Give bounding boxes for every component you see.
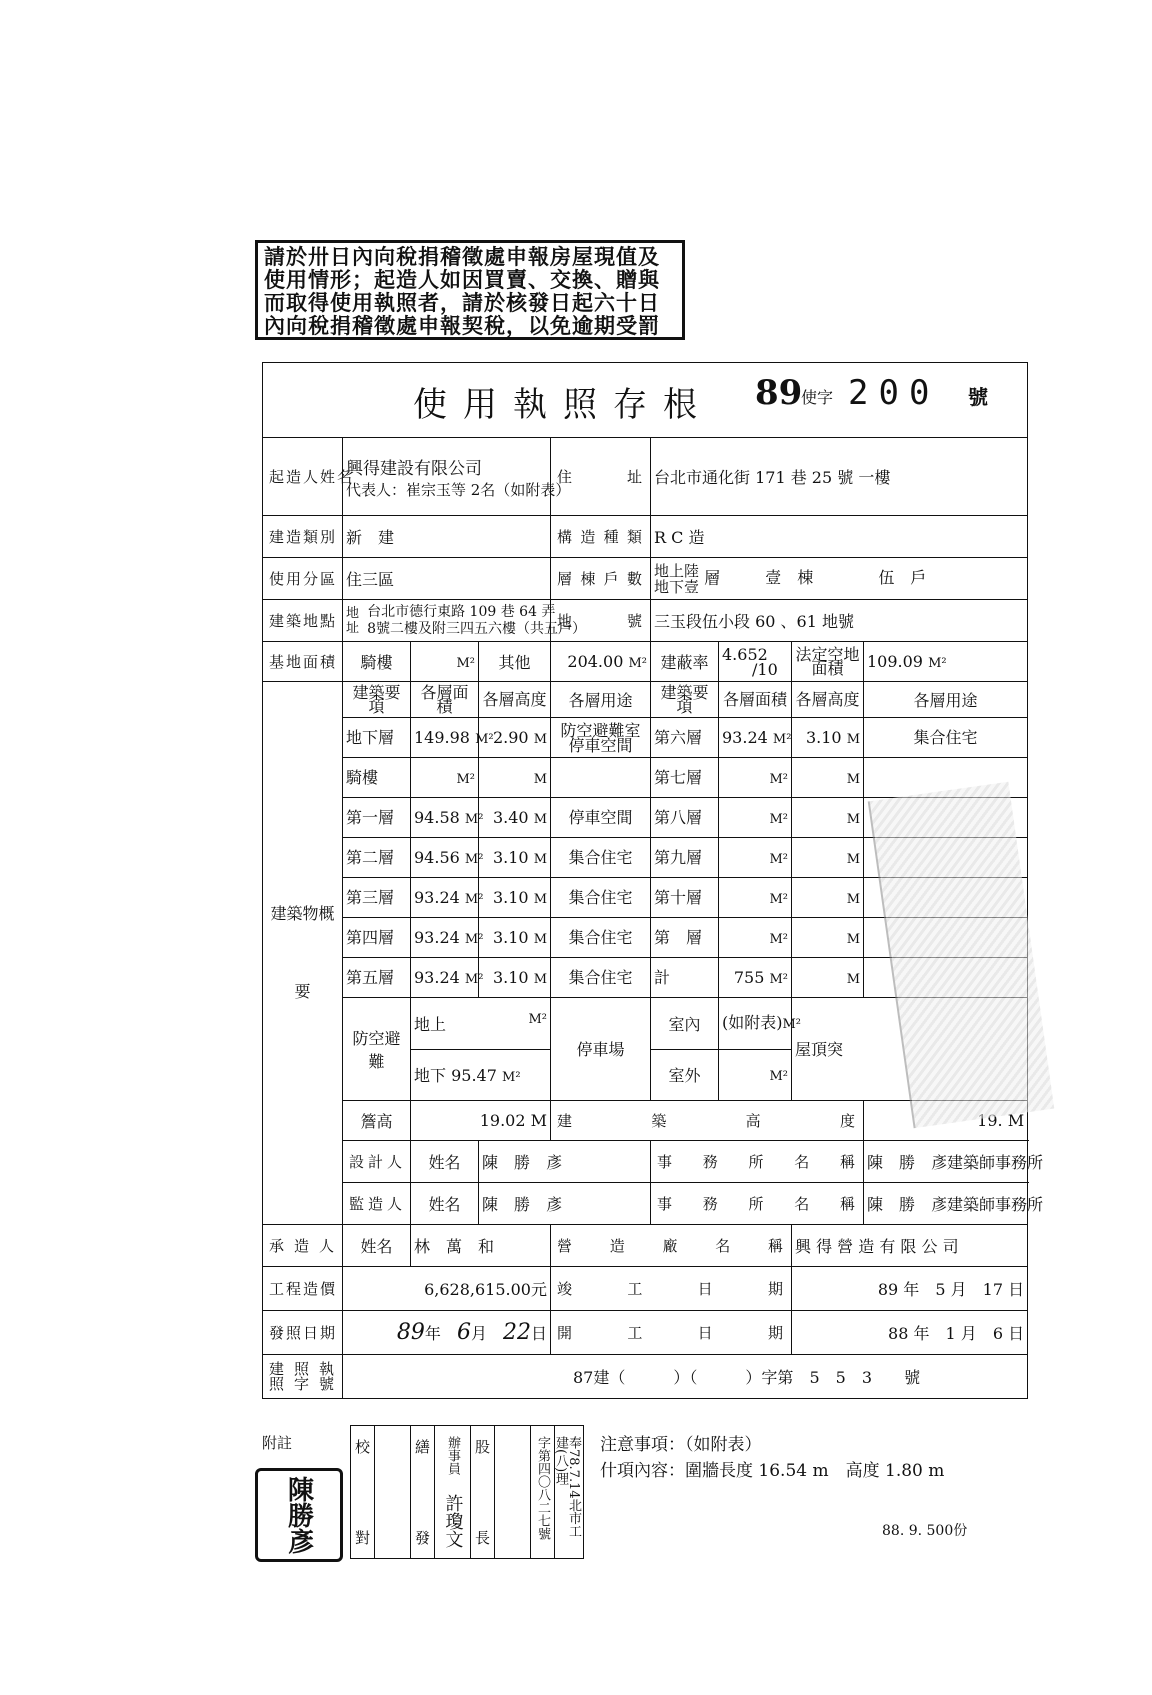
permit-prefix: 87建（ — [573, 1368, 626, 1387]
contractor-name-label: 姓名 — [343, 1225, 411, 1267]
tax-notice-box — [255, 240, 685, 340]
header-item-right: 建築要項 — [651, 682, 719, 718]
architect-seal: 陳勝彥 — [255, 1468, 343, 1562]
notes-block — [600, 1432, 944, 1484]
address-label: 住址 — [551, 438, 651, 516]
completion-day: 17 — [982, 1280, 1003, 1299]
completion-date — [792, 1267, 1028, 1311]
floor-area — [719, 918, 792, 958]
supervisor-label: 監造人 — [343, 1183, 411, 1225]
designer-name-label: 姓名 — [411, 1141, 479, 1183]
floors-ceng: 層 — [704, 568, 721, 587]
m2-unit: M² — [769, 932, 788, 947]
completion-year: 89 — [877, 1280, 899, 1299]
m-unit: M — [846, 772, 860, 787]
floor-area-value: 93.24 — [414, 968, 460, 987]
other-value — [551, 642, 651, 682]
open-space-label: 法定空地面積 — [792, 642, 864, 682]
floor-use: 防空避難室停車空間 — [551, 718, 651, 758]
owner-address: 台北市通化街 171 巷 25 號 一樓 — [651, 438, 1028, 516]
owner-company: 興得建設有限公司 — [346, 458, 482, 479]
notice-line: 內向稅捐稽徵處申報契稅，以免逾期受罰 — [264, 313, 660, 338]
m2-unit: M² — [464, 812, 484, 827]
day-char: 日 — [1008, 1324, 1025, 1343]
start-date — [792, 1311, 1028, 1355]
floor-height — [479, 958, 551, 998]
parking-outdoor-label: 室外 — [651, 1049, 719, 1101]
floor-name: 第七層 — [651, 758, 719, 798]
m-unit: M — [533, 932, 547, 947]
permit-year: 89 — [755, 373, 803, 413]
m2-unit: M² — [769, 812, 788, 827]
header-area-right: 各層面積 — [719, 682, 792, 718]
notice-line: 請於卅日內向稅捐稽徵處申報房屋現值及 — [264, 244, 660, 269]
shelter-below-value: 95.47 — [451, 1066, 497, 1086]
floor-height — [792, 958, 864, 998]
floor-name: 第一層 — [343, 798, 411, 838]
floor-name: 第六層 — [651, 718, 719, 758]
stamp-col — [531, 1426, 555, 1558]
lot-label: 地號 — [551, 600, 651, 642]
building-summary-label: 建築物概要 — [263, 682, 343, 1225]
floor-area-value: 93.24 — [414, 928, 460, 947]
shelter-label: 防空避難 — [343, 998, 411, 1101]
floor-area-value: 755 — [733, 968, 765, 987]
other-label: 其他 — [479, 642, 551, 682]
qilou-unit: M² — [456, 656, 475, 671]
stamp-text: 字第四〇八二七號 — [535, 1436, 550, 1540]
floor-name: 地下層 — [343, 718, 411, 758]
floor-height — [479, 798, 551, 838]
floor-use: 集合住宅 — [864, 718, 1028, 758]
build-type-label: 建造類別 — [263, 516, 343, 558]
m2-unit: M² — [772, 732, 792, 747]
parking-indoor-label: 室內 — [651, 998, 719, 1050]
open-space-unit: M² — [928, 656, 947, 671]
permit-zi: ）字第 — [745, 1368, 794, 1387]
permit-hao: 號 — [904, 1368, 921, 1387]
m2-unit: M² — [464, 852, 484, 867]
eave-height — [411, 1101, 551, 1141]
floor-height-value: 3.10 — [492, 928, 529, 947]
floor-name: 第九層 — [651, 838, 719, 878]
shelter-below-label: 地下 — [414, 1066, 447, 1086]
stamp-text: 發 — [414, 1529, 430, 1547]
issue-day: 22 — [502, 1320, 531, 1345]
parking-outdoor — [719, 1049, 792, 1101]
m-unit: M — [846, 972, 860, 987]
header-height-left: 各層高度 — [479, 682, 551, 718]
hu-count: 伍 戶 — [878, 568, 927, 587]
floor-use: 集合住宅 — [551, 918, 651, 958]
header-item-left: 建築要項 — [343, 682, 411, 718]
shelter-above-label: 地上 — [414, 1014, 447, 1034]
supervisor-name-label: 姓名 — [411, 1183, 479, 1225]
permit-digit: 5 — [809, 1368, 820, 1387]
m-unit: M — [846, 852, 860, 867]
stamp-text: 辦事員 — [445, 1436, 460, 1475]
contractor-office-label: 營造廠名稱 — [551, 1225, 792, 1267]
stamp-col — [495, 1426, 531, 1558]
stamp-text: 長 — [474, 1529, 490, 1547]
shelter-above — [411, 998, 551, 1050]
floor-height — [479, 758, 551, 798]
m-unit: M — [530, 1111, 547, 1130]
stamp-col — [471, 1426, 495, 1558]
m2-unit: M² — [769, 972, 788, 987]
building-height-value: 19. — [977, 1111, 1003, 1130]
floor-area — [719, 718, 792, 758]
floor-area-value: 93.24 — [414, 888, 460, 907]
stamp-col — [435, 1426, 471, 1558]
floor-name: 第八層 — [651, 798, 719, 838]
designer-office: 陳 勝 彥建築師事務所 — [864, 1141, 1028, 1183]
m-unit: M — [846, 932, 860, 947]
supervisor-name: 陳 勝 彥 — [479, 1183, 651, 1225]
site-addr-label: 地址 — [346, 605, 360, 636]
m2-unit: M² — [769, 892, 788, 907]
site-address — [343, 600, 587, 642]
floor-height — [479, 918, 551, 958]
stamp-text: 對 — [354, 1529, 370, 1547]
designer-name: 陳 勝 彥 — [479, 1141, 651, 1183]
floor-height-value: 3.40 — [492, 808, 529, 827]
floor-area — [719, 798, 792, 838]
floor-height — [792, 918, 864, 958]
m2-unit: M² — [769, 852, 788, 867]
site-addr-line1: 台北市德行東路 109 巷 64 弄 — [367, 603, 556, 620]
floor-area — [411, 958, 484, 998]
stamp-text: 股 — [474, 1438, 490, 1456]
qilou-label: 騎樓 — [343, 642, 411, 682]
contractor-label: 承造人 — [263, 1225, 343, 1267]
permit-no-label: 建照執照字號 — [263, 1355, 343, 1399]
floor-area — [411, 718, 494, 758]
floors-value — [651, 558, 1028, 600]
m-unit: M — [846, 892, 860, 907]
stamp-col — [555, 1426, 579, 1558]
floor-area-value: 149.98 — [414, 728, 470, 747]
m2-unit: M² — [782, 1016, 802, 1032]
print-info: 88. 9. 500份 — [882, 1523, 968, 1539]
eave-label: 簷高 — [343, 1101, 411, 1141]
floor-height-value: 3.10 — [492, 968, 529, 987]
header-area-left: 各層面積 — [411, 682, 479, 718]
floor-area — [411, 758, 479, 798]
m2-unit: M² — [464, 972, 484, 987]
header-use-right: 各層用途 — [864, 682, 1028, 718]
m-unit: M — [533, 892, 547, 907]
floor-area-value: 94.58 — [414, 808, 460, 827]
floor-height-value: 3.10 — [805, 728, 842, 747]
floor-height — [792, 798, 864, 838]
structure-label: 構造種類 — [551, 516, 651, 558]
cost-value: 6,628,615.00元 — [343, 1267, 551, 1311]
title-row — [263, 363, 1028, 438]
permit-number: 200 — [848, 373, 940, 413]
permit-mid: ）（ — [673, 1368, 698, 1387]
m2-unit: M² — [528, 1011, 547, 1027]
dong-count: 壹 棟 — [765, 568, 814, 587]
m2-unit: M² — [456, 772, 475, 787]
completion-label: 竣工日期 — [551, 1267, 792, 1311]
designer-label: 設計人 — [343, 1141, 411, 1183]
supervisor-office-label: 事務所名稱 — [651, 1183, 864, 1225]
floor-height — [792, 878, 864, 918]
m2-unit: M² — [475, 732, 494, 747]
month-char: 月 — [470, 1324, 487, 1343]
table-row — [263, 758, 1028, 798]
floor-area — [411, 838, 484, 878]
floors-label: 層棟戶數 — [551, 558, 651, 600]
coverage-num: 4.652 — [722, 644, 768, 664]
stamp-col — [411, 1426, 435, 1558]
owner-value — [343, 438, 571, 516]
m-unit: M — [846, 812, 860, 827]
floor-height — [792, 718, 864, 758]
floor-height — [479, 878, 551, 918]
floor-use: 集合住宅 — [551, 958, 651, 998]
issue-year: 89 — [396, 1320, 425, 1345]
m2-unit: M² — [769, 772, 788, 787]
m-unit: M — [846, 732, 860, 747]
contractor-office: 興 得 營 造 有 限 公 司 — [792, 1225, 1028, 1267]
parking-attached: (如附表) — [722, 1012, 783, 1032]
owner-label: 起造人姓名 — [263, 438, 343, 516]
m2-unit: M² — [769, 1069, 788, 1085]
floor-height — [792, 838, 864, 878]
contractor-name: 林 萬 和 — [411, 1225, 551, 1267]
floor-use — [551, 758, 651, 798]
start-year: 88 — [888, 1324, 909, 1343]
floor-name: 第四層 — [343, 918, 411, 958]
month-char: 月 — [950, 1280, 967, 1299]
m-unit: M — [533, 852, 547, 867]
page-title: 使用執照存根 — [413, 385, 713, 425]
notes-line-1: 注意事項：（如附表） — [600, 1435, 762, 1455]
floor-height — [479, 838, 551, 878]
floor-area — [411, 918, 484, 958]
m-unit: M — [533, 972, 547, 987]
start-day: 6 — [992, 1324, 1003, 1343]
floor-name: 騎樓 — [343, 758, 411, 798]
permit-digit: 5 — [835, 1368, 846, 1387]
site-addr-line2: 8號二樓及附三四五六樓（共五戶） — [367, 620, 587, 637]
floor-name: 第十層 — [651, 878, 719, 918]
permit-digit: 3 — [861, 1368, 873, 1387]
other-unit: M² — [628, 656, 647, 671]
m-unit: M — [533, 812, 547, 827]
notes-line-2: 什項內容：圍牆長度 16.54 m 高度 1.80 m — [600, 1461, 945, 1481]
land-area-label: 基地面積 — [263, 642, 343, 682]
notice-line: 而取得使用執照者，請於核發日起六十日 — [264, 290, 660, 315]
build-type-value: 新 建 — [343, 516, 551, 558]
open-space-value — [864, 642, 1028, 682]
issue-month: 6 — [456, 1320, 471, 1345]
building-height-label: 建築高度 — [551, 1101, 864, 1141]
floor-height-value: 3.10 — [492, 888, 529, 907]
floor-name: 第 層 — [651, 918, 719, 958]
floor-name: 第三層 — [343, 878, 411, 918]
parking-indoor — [719, 998, 802, 1050]
stamp-col — [351, 1426, 375, 1558]
floor-area — [411, 798, 484, 838]
table-row — [263, 718, 1028, 758]
permit-type: 使字 — [801, 388, 834, 407]
floor-name: 計 — [651, 958, 719, 998]
approval-stamps — [350, 1425, 584, 1559]
day-char: 日 — [1008, 1280, 1025, 1299]
year-char: 年 — [424, 1324, 441, 1343]
structure-value: R C 造 — [651, 516, 1028, 558]
designer-office-label: 事務所名稱 — [651, 1141, 864, 1183]
year-char: 年 — [913, 1324, 930, 1343]
site-label: 建築地點 — [263, 600, 343, 642]
header-use-left: 各層用途 — [551, 682, 651, 718]
m2-unit: M² — [464, 932, 484, 947]
month-char: 月 — [960, 1324, 977, 1343]
floor-area — [719, 878, 792, 918]
floors-below: 地下壹 — [654, 577, 700, 596]
stamp-text: 奉78.7.14北市工建(八)理 — [553, 1436, 581, 1538]
permit-hao: 號 — [968, 385, 988, 409]
qilou-value — [411, 642, 479, 682]
floor-height — [792, 758, 864, 798]
floor-area — [719, 758, 792, 798]
coverage-label: 建蔽率 — [651, 642, 719, 682]
open-space-area: 109.09 — [867, 652, 923, 671]
m2-unit: M² — [502, 1070, 521, 1086]
coverage-den: /10 — [752, 659, 778, 679]
shelter-below — [411, 1049, 551, 1101]
m2-unit: M² — [464, 892, 484, 907]
floor-use: 集合住宅 — [551, 878, 651, 918]
notes-label: 附註 — [262, 1434, 293, 1452]
completion-month: 5 — [935, 1280, 946, 1299]
notes-label-area — [262, 1432, 344, 1472]
stamp-text: 繕 — [414, 1438, 430, 1456]
cost-label: 工程造價 — [263, 1267, 343, 1311]
m-unit: M — [533, 772, 547, 787]
stamp-text: 校 — [354, 1438, 370, 1456]
floors-above: 地上陸 — [654, 561, 700, 580]
floor-name: 第五層 — [343, 958, 411, 998]
permit-no — [343, 1355, 1028, 1399]
stamp-text: 許瓊文 — [442, 1494, 464, 1548]
floor-area — [719, 958, 792, 998]
floor-area — [411, 878, 484, 918]
other-area: 204.00 — [567, 652, 624, 671]
stamp-col — [375, 1426, 411, 1558]
floor-use: 集合住宅 — [551, 838, 651, 878]
year-char: 年 — [903, 1280, 920, 1299]
issue-date — [343, 1311, 551, 1355]
floor-use: 停車空間 — [551, 798, 651, 838]
m-unit: M — [533, 732, 547, 747]
supervisor-office: 陳 勝 彥建築師事務所 — [864, 1183, 1028, 1225]
day-char: 日 — [530, 1324, 547, 1343]
floor-area-value: 93.24 — [722, 728, 768, 747]
parking-label: 停車場 — [551, 998, 651, 1101]
m-unit: M — [1007, 1111, 1025, 1130]
notice-line: 使用情形；起造人如因買賣、交換、贈與 — [264, 267, 660, 292]
issue-date-label: 發照日期 — [263, 1311, 343, 1355]
eave-value: 19.02 — [479, 1111, 526, 1130]
floor-height-value: 3.10 — [492, 848, 529, 867]
header-height-right: 各層高度 — [792, 682, 864, 718]
floor-area-value: 94.56 — [414, 848, 460, 867]
start-month: 1 — [945, 1324, 956, 1343]
start-label: 開工日期 — [551, 1311, 792, 1355]
floor-name: 第二層 — [343, 838, 411, 878]
zone-label: 使用分區 — [263, 558, 343, 600]
zone-value: 住三區 — [343, 558, 551, 600]
floor-height-value: 2.90 — [492, 728, 529, 747]
coverage-value — [719, 642, 792, 682]
floor-area — [719, 838, 792, 878]
roof-label: 屋頂突 — [792, 998, 1028, 1101]
lot-value: 三玉段伍小段 60 、61 地號 — [651, 600, 1028, 642]
owner-rep: 代表人：崔宗玉等 2名（如附表） — [346, 480, 571, 499]
